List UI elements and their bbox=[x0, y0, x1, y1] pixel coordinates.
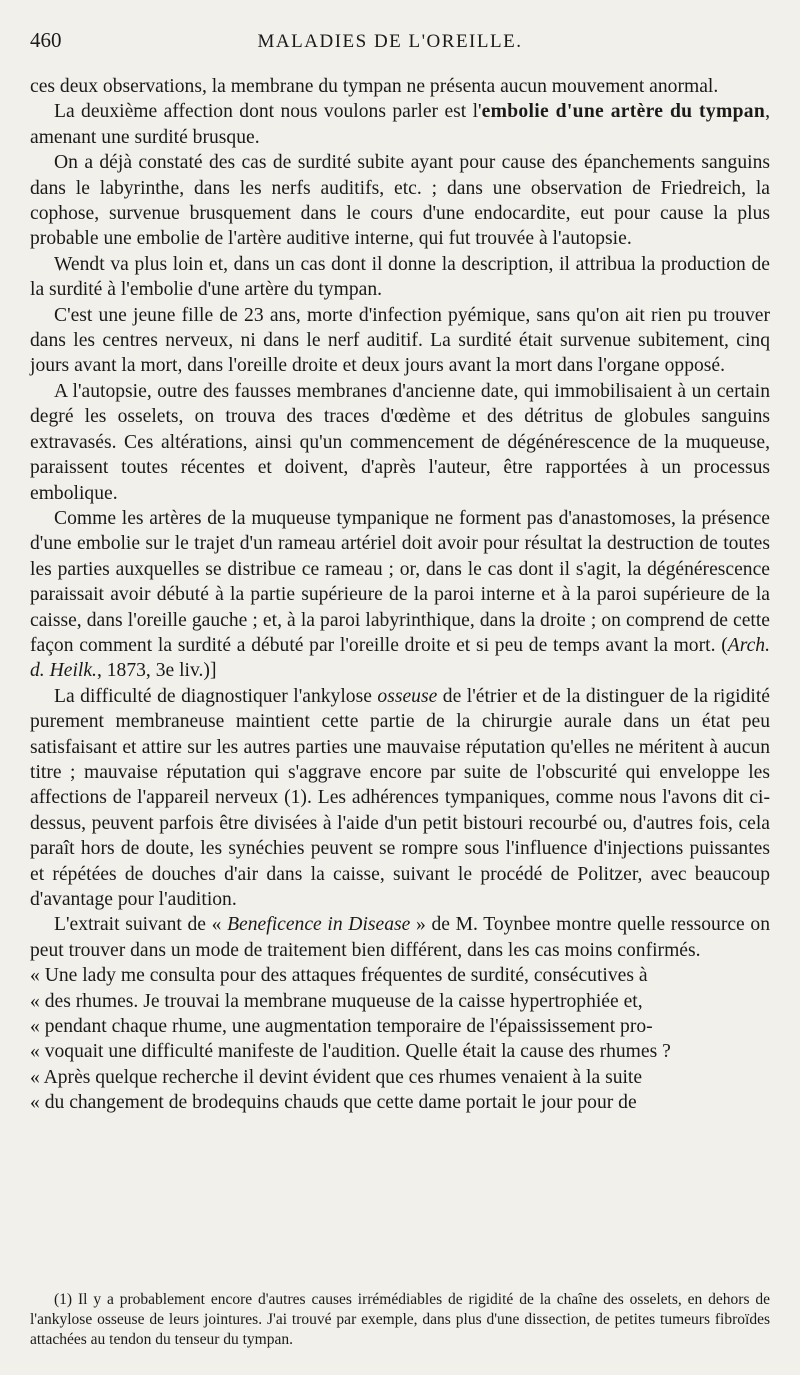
bold-term: embolie d'une artère du tympan bbox=[481, 101, 766, 123]
quote-line: « pendant chaque rhume, une augmentation temporaire de l'épaississement pro- bbox=[30, 1016, 653, 1038]
paragraph-1: ces deux observations, la membrane du tympan ne présenta aucun mouvement anormal. bbox=[30, 76, 719, 97]
paragraph-4: Wendt va plus loin et, dans un cas dont il donne la description, il attribua la production de la surdité à l'embolie d'une artère du tympan. bbox=[30, 253, 770, 301]
italic-term: osseuse bbox=[377, 685, 438, 707]
quote-line: « des rhumes. Je trouvai la membrane muqueuse de la caisse hypertrophiée et, bbox=[30, 990, 643, 1012]
paragraph-6: A l'autopsie, outre des fausses membranes d'ancienne date, qui immobilisaient à un certain degré les osselets, on trouva des traces d'œdème et des détritus de globules sanguins extravasés. Ces altérations, ainsi qu'un commencement de dégénérescence de la muqueuse, paraissent toutes récentes et doivent, d'après l'auteur, être rapportées à un processus embolique. bbox=[30, 380, 770, 504]
quote-line: « Après quelque recherche il devint évident que ces rhumes venaient à la suite bbox=[30, 1066, 643, 1088]
p9-text-c: » de M. Toynbee montre quelle ressource on peut trouver dans un mode de traitement bien différent, dans les cas moins confirmés. bbox=[30, 914, 771, 961]
paragraph-3: On a déjà constaté des cas de surdité subite ayant pour cause des épanchements sanguins dans le labyrinthe, dans les nerfs auditifs, etc. ; dans une observation de Friedreich, la cophose, survenue brusquement dans le cours d'une endocardite, eut pour cause la plus probable une embolie de l'artère auditive interne, qui fut trouvée à l'autopsie. bbox=[30, 152, 770, 250]
footnote bbox=[30, 1290, 770, 1350]
p8-text-a: La difficulté de diagnostiquer l'ankylose bbox=[54, 685, 378, 707]
footnote-text: (1) Il y a probablement encore d'autres causes irrémédiables de rigidité de la chaîne des osselets, en dehors de l'ankylose osseuse de leurs jointures. J'ai trouvé par exemple, dans plus d'une dissection, de petites tumeurs fibroïdes attachées au tendon du tenseur du tympan. bbox=[30, 1291, 770, 1348]
paragraph-5: C'est une jeune fille de 23 ans, morte d'infection pyémique, sans qu'on ait rien pu trouver dans les centres nerveux, ni dans le nerf auditif. La surdité était survenue subitement, cinq jours avant la mort, dans l'oreille droite et deux jours avant la mort dans l'organe opposé. bbox=[30, 304, 770, 377]
paragraph-9 bbox=[30, 912, 770, 963]
page-number: 460 bbox=[30, 28, 62, 52]
p7-text-c: , 1873, 3e liv.)] bbox=[96, 660, 217, 682]
quote-line: « du changement de brodequins chauds que cette dame portait le jour pour de bbox=[30, 1092, 637, 1114]
paragraph-8 bbox=[30, 684, 770, 913]
book-title: Beneficence in Disease bbox=[227, 914, 411, 936]
running-title: MALADIES DE L'OREILLE. bbox=[257, 31, 523, 52]
p8-text-c: de l'étrier et de la distinguer de la rigidité purement membraneuse maintient cette partie de la chirurgie aurale dans un état peu satisfaisant et attire sur les autres parties une mauvaise réputation qu'elles ne méritent à aucun titre ; mauvaise réputation qui s'aggrave encore par suite de l'obscurité qui enveloppe les affections de l'appareil nerveux (1). Les adhérences tympaniques, comme nous l'avons dit ci-dessus, peuvent parfois être divisées à l'aide d'un petit bistouri recourbé ou, d'autres fois, cela paraît hors de doute, les synéchies peuvent se rompre sous l'influence d'injections puissantes et répétées de douches d'air dans la caisse, suivant le procédé de Politzer, avec beaucoup d'avantage pour l'audition. bbox=[30, 685, 770, 910]
p2-text-c: , amenant une surdité brusque. bbox=[30, 101, 770, 148]
body-text bbox=[30, 74, 770, 1116]
page-header bbox=[30, 28, 770, 64]
quote-line: « voquait une difficulté manifeste de l'audition. Quelle était la cause des rhumes ? bbox=[30, 1041, 671, 1063]
p2-text-a: La deuxième affection dont nous voulons parler est l' bbox=[54, 101, 482, 123]
p7-text-a: Comme les artères de la muqueuse tympanique ne forment pas d'anastomoses, la présence d'une embolie sur le trajet d'un rameau artériel doit avoir pour résultat la destruction de toutes les parties auxquelles se distribue ce rameau ; or, dans le cas dont il s'agit, la dégénérescence paraissait avoir débuté à la partie supérieure de la paroi interne et à la paroi supérieure de la caisse, dans l'oreille gauche ; et, à la paroi labyrinthique, dans la droite ; on comprend de cette façon comment la surdité a débuté par l'oreille droite et si peu de temps avant la mort. ( bbox=[30, 507, 770, 656]
paragraph-7 bbox=[30, 506, 770, 684]
citation-journal: Arch. d. Heilk. bbox=[30, 634, 770, 682]
p9-text-a: L'extrait suivant de « bbox=[54, 914, 228, 936]
paragraph-2 bbox=[30, 99, 770, 150]
quote-line: « Une lady me consulta pour des attaques fréquentes de surdité, consécutives à bbox=[30, 965, 648, 987]
